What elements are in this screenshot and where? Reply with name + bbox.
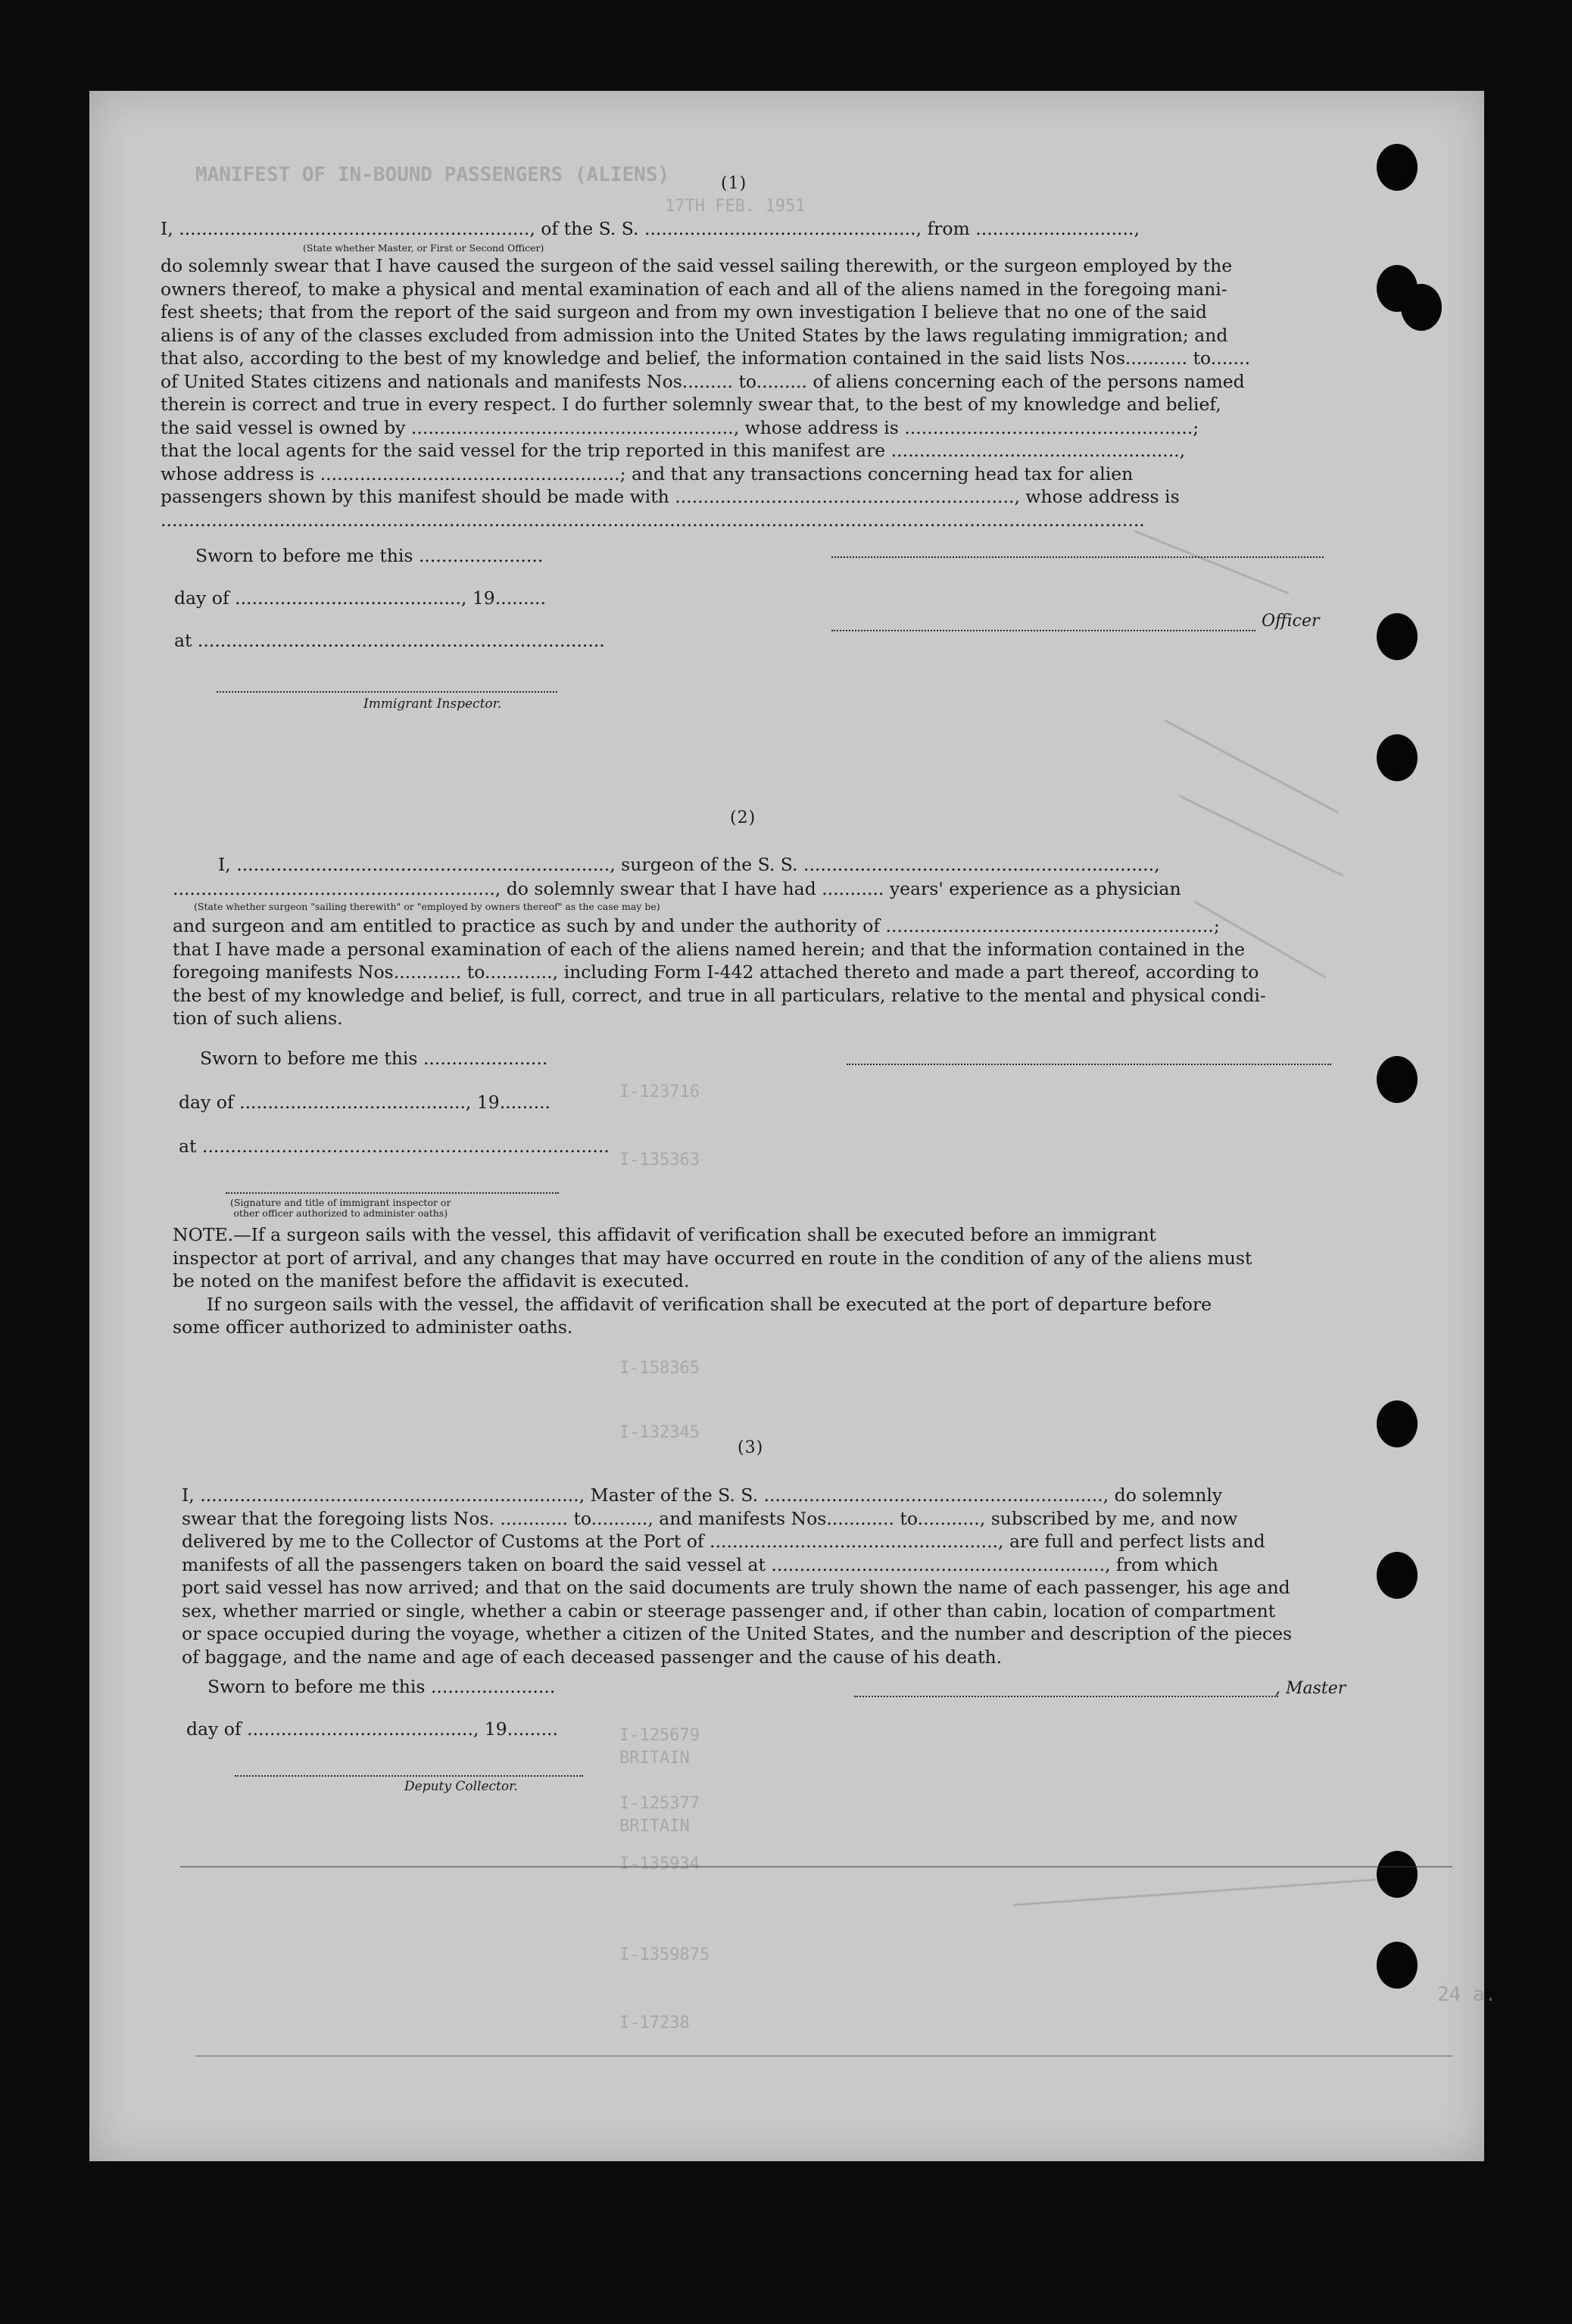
bleed-entry: I-125679 <box>619 1726 700 1745</box>
s1-inspector-label: Immigrant Inspector. <box>363 696 502 712</box>
s1-oath-body: do solemnly swear that I have caused the surgeon of the said vessel sailing therewith, or the surgeon employed by the owners thereof, to make a physical and mental examination of each and all of the aliens named in the foregoing mani- fest sheets; that from the report of the said surgeon and from my own investigation I believe that no one of the said aliens is of any of the classes excluded from admission into the United States by the laws regulating immigration; and that also, according to the best of my knowledge and belief, the information contained in the said lists Nos........... to....... of United States citizens and nationals and manifests Nos......... to......... of aliens concerning each of the persons named therein is correct and true in every respect. I do further solemnly swear that, to the best of my knowledge and belief, the said vessel is owned by ........................................................., whose address is ...................................................; that the local agents for the said vessel for the trip reported in this manifest are ..................................................., whose address is .....................................................; and that any transactions concerning head tax for alien passengers shown by this manifest should be made with ............................................................, whose address is .............................................................................................................................................................................. <box>161 255 1251 531</box>
s1-at: at ........................................................................ <box>174 630 605 651</box>
bleed-entry: I-132345 <box>619 1423 700 1442</box>
bleed-rule <box>180 1866 1452 1868</box>
bleed-stroke <box>1134 530 1289 594</box>
bleed-entry: I-17238 <box>619 2014 690 2033</box>
binder-hole <box>1401 284 1442 331</box>
s2-sworn: Sworn to before me this ...................... <box>200 1048 548 1069</box>
binder-hole <box>1377 1552 1418 1599</box>
s1-line-1-caption: (State whether Master, or First or Second Officer) <box>303 242 544 254</box>
s2-day: day of ........................................, 19......... <box>179 1092 551 1113</box>
s3-day: day of ........................................, 19......... <box>186 1718 558 1740</box>
bleed-entry: I-135363 <box>619 1151 700 1170</box>
bleed-header: MANIFEST OF IN-BOUND PASSENGERS (ALIENS) <box>195 164 670 186</box>
bleed-entry: BRITAIN <box>619 1817 690 1836</box>
bleed-entry: I-123716 <box>619 1083 700 1101</box>
section-2-number: (2) <box>730 808 756 827</box>
bleed-stroke <box>1013 1879 1376 1906</box>
s3-master-line <box>854 1696 1278 1697</box>
binder-hole <box>1377 1851 1418 1898</box>
bleed-header-date: 17TH FEB. 1951 <box>665 197 806 216</box>
s2-oath-body: and surgeon and am entitled to practice as such by and under the authority of ..........................................................; that I have made a personal examination of each of the aliens named herein; and that the information contained in the foregoing manifests Nos............ to............, including Form I-442 attached thereto and made a part thereof, according to the best of my knowledge and belief, is full, correct, and true in all particulars, relative to the mental and physical condi- tion of such aliens. <box>173 915 1266 1029</box>
s1-signature-line <box>831 556 1324 558</box>
bleed-rule <box>195 2055 1452 2057</box>
bleed-entry: I-1359875 <box>619 1945 710 1964</box>
s2-signature-line <box>847 1064 1331 1065</box>
s1-officer-line <box>831 630 1255 631</box>
binder-hole <box>1377 734 1418 781</box>
section-3-number: (3) <box>738 1438 764 1457</box>
binder-hole <box>1377 1942 1418 1989</box>
s3-sworn: Sworn to before me this ...................... <box>207 1676 556 1697</box>
s1-sworn: Sworn to before me this ...................... <box>195 545 544 566</box>
s1-day: day of ........................................, 19......... <box>174 587 546 609</box>
s2-inspector-caption: (Signature and title of immigrant inspector or other officer authorized to administer oaths) <box>230 1197 451 1219</box>
bleed-entry: I-125377 <box>619 1794 700 1813</box>
manifest-page <box>89 91 1497 2161</box>
s2-line-2: ........................................................., do solemnly swear that I have had ........... years' experience as a physician <box>173 878 1181 899</box>
section-1-number: (1) <box>721 174 747 193</box>
s3-collector-label: Deputy Collector. <box>404 1779 518 1794</box>
s2-line-2-caption: (State whether surgeon "sailing therewith" or "employed by owners thereof" as the case may be) <box>194 901 660 912</box>
s3-oath-body: I, ..................................................................., Master of the S. S. ............................................................, do solemnly swear that the foregoing lists Nos. ............ to.........., and manifests Nos............ to..........., subscribed by me, and now delivered by me to the Collector of Customs at the Port of ..................................................., are full and perfect lists and manifests of all the passengers taken on board the said vessel at ..........................................................., from which port said vessel has now arrived; and that on the said documents are truly shown the name of each passenger, his age and sex, whether married or single, whether a cabin or steerage passenger and, if other than cabin, location of compartment or space occupied during the voyage, whether a citizen of the United States, and the number and description of the pieces of baggage, and the name and age of each deceased passenger and the cause of his death. <box>182 1484 1293 1668</box>
s3-collector-line <box>235 1775 583 1777</box>
binder-hole <box>1377 613 1418 660</box>
s1-inspector-line <box>217 691 557 693</box>
s2-note: NOTE.—If a surgeon sails with the vessel, this affidavit of verification shall be executed before an immigrant inspector at port of arrival, and any changes that may have occurred en route in the condition of any of the aliens must be noted on the manifest before the affidavit is executed. If no surgeon sails with the vessel, the affidavit of verification shall be executed at the port of departure before some officer authorized to administer oaths. <box>173 1224 1252 1338</box>
binder-hole <box>1377 1400 1418 1447</box>
s3-master-label: , Master <box>1275 1679 1346 1698</box>
bleed-entry: BRITAIN <box>619 1749 690 1768</box>
s1-officer-label: Officer <box>1262 612 1320 631</box>
bleed-stroke <box>1179 795 1343 877</box>
s2-inspector-line <box>226 1192 559 1194</box>
s2-at: at ........................................................................ <box>179 1136 610 1157</box>
s1-line-1: I, .............................................................., of the S. S. ................................................, from ............................, <box>161 218 1140 239</box>
margin-note: 24 a. <box>1437 1983 1497 2006</box>
bleed-entry: I-158365 <box>619 1359 700 1378</box>
bleed-entry: I-135934 <box>619 1855 700 1874</box>
binder-hole <box>1377 1056 1418 1103</box>
s2-line-1: I, .................................................................., surgeon of the S. S. .............................................................., <box>218 854 1160 875</box>
binder-hole <box>1377 144 1418 191</box>
